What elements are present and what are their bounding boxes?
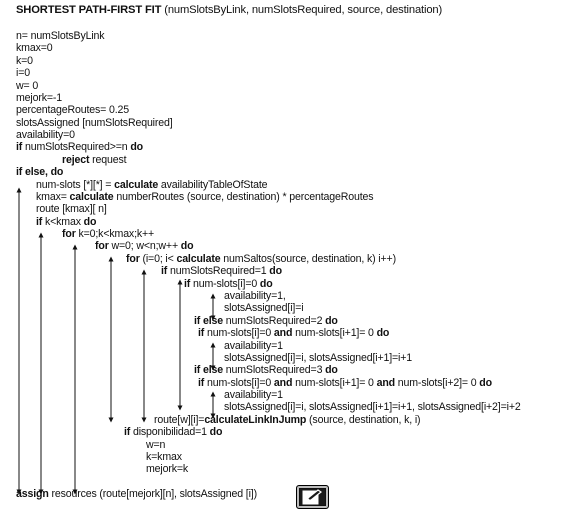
keyword: if bbox=[198, 327, 205, 340]
code-text: num-slots[i+1]= 0 bbox=[292, 327, 377, 340]
code-text: (source, destination, k, i) bbox=[306, 413, 421, 426]
code-text: kmax=0 bbox=[16, 42, 53, 55]
code-text: i=0 bbox=[16, 67, 30, 80]
code-text: k=0 bbox=[16, 54, 33, 67]
code-text: resources (route[mejork][n], slotsAssigned [i]) bbox=[48, 488, 257, 501]
code-text: mejork=k bbox=[146, 463, 189, 476]
keyword: if bbox=[124, 426, 131, 439]
code-text: slotsAssigned[i]=i bbox=[224, 302, 304, 315]
code-text: numSlotsRequired>=n bbox=[22, 141, 131, 154]
pencil-edit-icon bbox=[302, 489, 324, 506]
code-text: percentageRoutes= 0.25 bbox=[16, 104, 130, 117]
code-text: slotsAssigned[i]=i, slotsAssigned[i+1]=i+1, slotsAssigned[i+2]=i+2 bbox=[224, 401, 521, 414]
keyword: do bbox=[83, 215, 97, 228]
keyword: if bbox=[184, 277, 191, 290]
code-text: route[w][i]= bbox=[154, 413, 205, 426]
code-text: disponibilidad=1 bbox=[130, 426, 210, 439]
keyword: if bbox=[198, 376, 205, 389]
code-text: k<kmax bbox=[42, 215, 84, 228]
code-text: availability=1, bbox=[224, 289, 286, 302]
code-text: kmax= bbox=[36, 190, 70, 203]
keyword: for bbox=[95, 240, 109, 253]
code-text: availabilityTableOfState bbox=[158, 178, 268, 191]
code-text: num-slots[i+1]= 0 bbox=[292, 376, 377, 389]
keyword: calculate bbox=[114, 178, 159, 191]
code-text: numSlotsRequired=3 bbox=[222, 364, 326, 377]
keyword: calculate bbox=[176, 252, 221, 265]
code-text: w=0; w<n;w++ bbox=[108, 240, 181, 253]
keyword: if bbox=[161, 265, 168, 278]
keyword: do bbox=[376, 327, 390, 340]
keyword: do bbox=[325, 364, 338, 377]
code-text: numSlotsRequired=2 bbox=[222, 314, 326, 327]
code-text: availability=1 bbox=[224, 339, 283, 352]
code-text: availability=1 bbox=[224, 389, 283, 402]
code-text: availability=0 bbox=[16, 129, 75, 142]
code-text: numberRoutes (source, destination) * percentageRoutes bbox=[113, 190, 374, 203]
code-text: w=n bbox=[146, 438, 166, 451]
code-text: num-slots[i]=0 bbox=[204, 327, 274, 340]
keyword: do bbox=[209, 426, 223, 439]
keyword: if else bbox=[194, 364, 223, 377]
keyword: if bbox=[16, 141, 23, 154]
edit-button[interactable] bbox=[296, 485, 329, 509]
algorithm-name: SHORTEST PATH-FIRST FIT bbox=[16, 4, 162, 16]
code-text: k=kmax bbox=[146, 450, 182, 463]
code-text: w= 0 bbox=[16, 79, 39, 92]
keyword: if else, do bbox=[16, 166, 64, 179]
code-text: mejork=-1 bbox=[16, 91, 63, 104]
keyword: calculateLinkInJump bbox=[204, 413, 307, 426]
keyword: do bbox=[325, 314, 338, 327]
keyword: for bbox=[62, 228, 76, 241]
algorithm-params: (numSlotsByLink, numSlotsRequired, source, destination) bbox=[161, 4, 443, 16]
keyword: do bbox=[479, 376, 492, 389]
code-text: route [kmax][ n] bbox=[36, 203, 107, 216]
keyword: do bbox=[130, 141, 143, 154]
keyword: and bbox=[273, 376, 293, 389]
keyword: if else bbox=[194, 314, 223, 327]
code-text: num-slots[i]=0 bbox=[204, 376, 274, 389]
code-text: k=0;k<kmax;k++ bbox=[75, 228, 155, 241]
keyword: and bbox=[273, 327, 293, 340]
code-text: num-slots[i+2]= 0 bbox=[394, 376, 480, 389]
code-text: slotsAssigned[i]=i, slotsAssigned[i+1]=i+1 bbox=[224, 351, 413, 364]
keyword: calculate bbox=[69, 190, 114, 203]
code-text: n= numSlotsByLink bbox=[16, 30, 105, 42]
code-text: (i=0; i< bbox=[139, 252, 177, 265]
code-text: slotsAssigned [numSlotsRequired] bbox=[16, 116, 173, 129]
keyword: reject bbox=[62, 153, 90, 166]
keyword: and bbox=[376, 376, 395, 389]
keyword: do bbox=[180, 240, 194, 253]
keyword: assign bbox=[16, 488, 49, 501]
keyword: do bbox=[269, 265, 282, 278]
code-text: num-slots [*][*] = bbox=[36, 178, 115, 191]
keyword: if bbox=[36, 215, 43, 228]
code-text: numSlotsRequired=1 bbox=[167, 265, 270, 278]
keyword: for bbox=[126, 252, 140, 265]
code-text: num-slots[i]=0 bbox=[190, 277, 260, 290]
code-text: request bbox=[89, 153, 127, 166]
keyword: do bbox=[259, 277, 273, 290]
code-text: numSaltos(source, destination, k) i++) bbox=[220, 252, 396, 265]
